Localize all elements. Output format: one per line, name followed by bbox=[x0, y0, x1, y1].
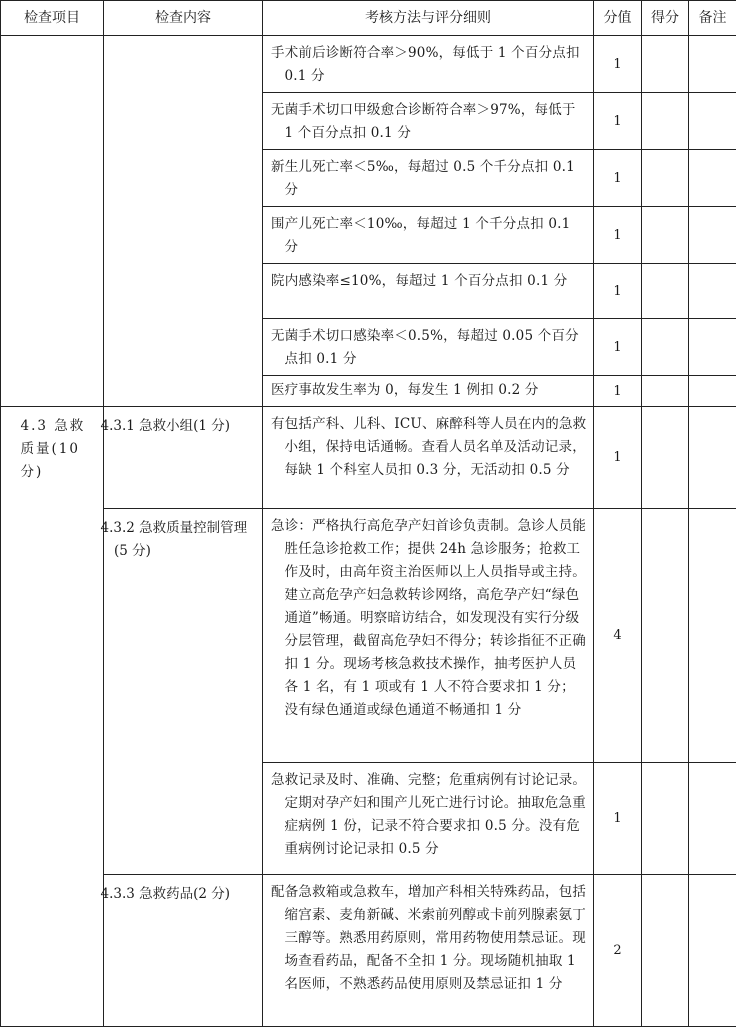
got-cell[interactable] bbox=[642, 207, 689, 264]
method-cell: 无菌手术切口甲级愈合诊断符合率＞97%，每低于 1 个百分点扣 0.1 分 bbox=[263, 93, 594, 150]
note-cell[interactable] bbox=[689, 319, 736, 376]
table-row bbox=[1, 509, 736, 763]
method-cell: 围产儿死亡率＜10‰，每超过 1 个千分点扣 0.1 分 bbox=[263, 207, 594, 264]
note-cell[interactable] bbox=[689, 36, 736, 93]
table-row bbox=[1, 875, 736, 1027]
score-cell: 1 bbox=[594, 376, 642, 407]
note-cell[interactable] bbox=[689, 264, 736, 319]
item-cell-empty bbox=[1, 36, 104, 407]
score-cell: 1 bbox=[594, 36, 642, 93]
method-cell: 配备急救箱或急救车，增加产科相关特殊药品，包括缩宫素、麦角新碱、米索前列醇或卡前列腺素氨丁三醇等。熟悉用药原则，常用药物使用禁忌证。现场查看药品，配备不全扣 1 分。现场随机抽取 1 名医师，不熟悉药品使用原则及禁忌证扣 1 分 bbox=[263, 875, 594, 1027]
method-cell: 急诊：严格执行高危孕产妇首诊负责制。急诊人员能胜任急诊抢救工作；提供 24h 急诊服务；抢救工作及时，由高年资主治医师以上人员指导或主持。建立高危孕产妇急救转诊网络，高危孕产妇“绿色通道”畅通。明察暗访结合，如发现没有实行分级分层管理，截留高危孕妇不得分；转诊指征不正确扣 1 分。现场考核急救技术操作，抽考医护人员各 1 名，有 1 项或有 1 人不符合要求扣 1 分；没有绿色通道或绿色通道不畅通扣 1 分 bbox=[263, 509, 594, 763]
got-cell[interactable] bbox=[642, 264, 689, 319]
score-cell: 1 bbox=[594, 319, 642, 376]
got-cell[interactable] bbox=[642, 509, 689, 763]
got-cell[interactable] bbox=[642, 36, 689, 93]
score-cell: 4 bbox=[594, 509, 642, 763]
score-cell: 1 bbox=[594, 264, 642, 319]
note-cell[interactable] bbox=[689, 376, 736, 407]
method-cell: 新生儿死亡率＜5‰，每超过 0.5 个千分点扣 0.1 分 bbox=[263, 150, 594, 207]
score-cell: 1 bbox=[594, 93, 642, 150]
header-method: 考核方法与评分细则 bbox=[263, 1, 594, 36]
header-row bbox=[1, 1, 736, 36]
method-cell: 院内感染率≤10%，每超过 1 个百分点扣 0.1 分 bbox=[263, 264, 594, 319]
note-cell[interactable] bbox=[689, 93, 736, 150]
method-cell: 无菌手术切口感染率＜0.5%，每超过 0.05 个百分点扣 0.1 分 bbox=[263, 319, 594, 376]
score-cell: 1 bbox=[594, 150, 642, 207]
header-score: 分值 bbox=[594, 1, 642, 36]
note-cell[interactable] bbox=[689, 875, 736, 1027]
note-cell[interactable] bbox=[689, 407, 736, 509]
score-cell: 1 bbox=[594, 763, 642, 875]
note-cell[interactable] bbox=[689, 150, 736, 207]
content-cell-empty bbox=[104, 36, 263, 407]
got-cell[interactable] bbox=[642, 150, 689, 207]
header-note: 备注 bbox=[689, 1, 736, 36]
header-content: 检查内容 bbox=[104, 1, 263, 36]
score-cell: 1 bbox=[594, 207, 642, 264]
got-cell[interactable] bbox=[642, 875, 689, 1027]
note-cell[interactable] bbox=[689, 207, 736, 264]
got-cell[interactable] bbox=[642, 319, 689, 376]
got-cell[interactable] bbox=[642, 763, 689, 875]
got-cell[interactable] bbox=[642, 93, 689, 150]
content-cell: 4.3.2 急救质量控制管理(5 分) bbox=[104, 509, 263, 875]
method-cell: 有包括产科、儿科、ICU、麻醉科等人员在内的急救小组，保持电话通畅。查看人员名单及活动记录，每缺 1 个科室人员扣 0.3 分，无活动扣 0.5 分 bbox=[263, 407, 594, 509]
score-cell: 1 bbox=[594, 407, 642, 509]
note-cell[interactable] bbox=[689, 509, 736, 763]
got-cell[interactable] bbox=[642, 407, 689, 509]
header-got: 得分 bbox=[642, 1, 689, 36]
got-cell[interactable] bbox=[642, 376, 689, 407]
header-item: 检查项目 bbox=[1, 1, 104, 36]
method-cell: 急救记录及时、准确、完整；危重病例有讨论记录。定期对孕产妇和围产儿死亡进行讨论。抽取危急重症病例 1 份，记录不符合要求扣 0.5 分。没有危重病例讨论记录扣 0.5 分 bbox=[263, 763, 594, 875]
score-cell: 2 bbox=[594, 875, 642, 1027]
method-cell: 手术前后诊断符合率＞90%，每低于 1 个百分点扣 0.1 分 bbox=[263, 36, 594, 93]
table-row bbox=[1, 36, 736, 93]
note-cell[interactable] bbox=[689, 763, 736, 875]
method-cell: 医疗事故发生率为 0，每发生 1 例扣 0.2 分 bbox=[263, 376, 594, 407]
content-cell: 4.3.1 急救小组(1 分) bbox=[104, 407, 263, 509]
table-row bbox=[1, 407, 736, 509]
content-cell: 4.3.3 急救药品(2 分) bbox=[104, 875, 263, 1027]
item-cell: 4.3 急救质量(10 分) bbox=[1, 407, 104, 1027]
